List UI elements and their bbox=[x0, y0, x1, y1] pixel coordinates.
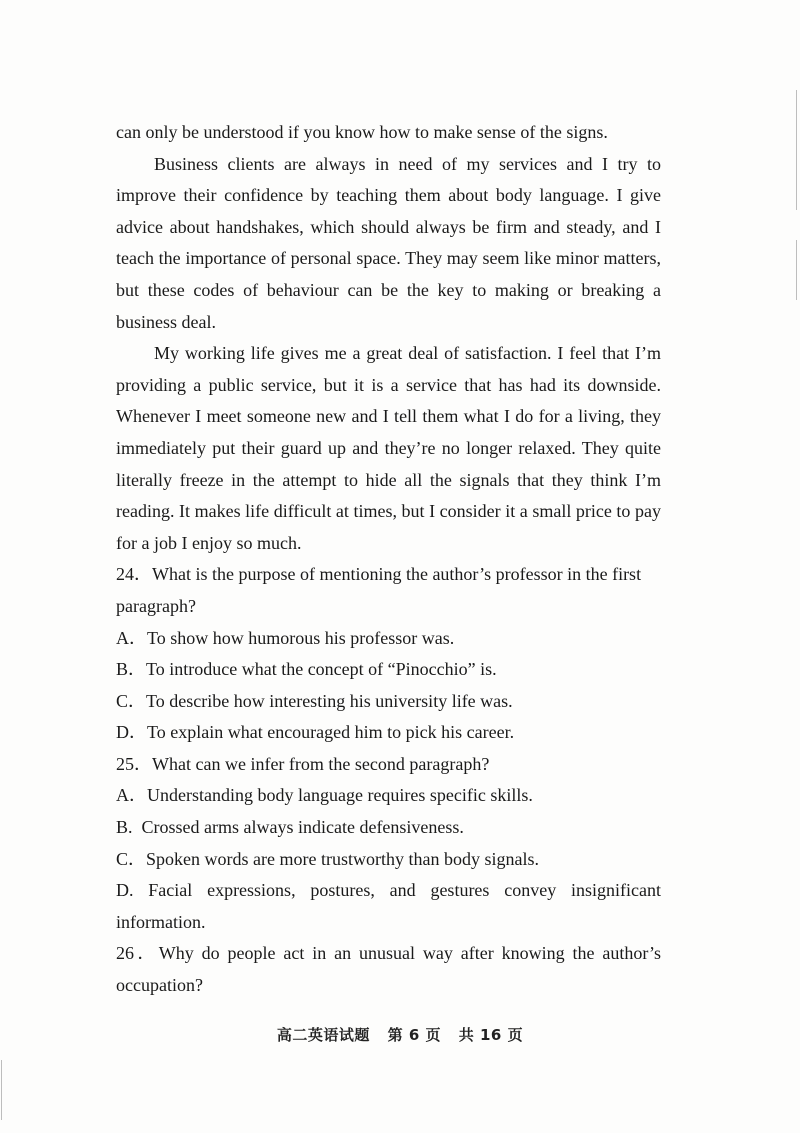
option-d: D．To explain what encouraged him to pick his career. bbox=[116, 722, 515, 743]
option-b: B．To introduce what the concept of “Pinocchio” is. bbox=[116, 659, 497, 680]
option-c: C．Spoken words are more trustworthy than body signals. bbox=[116, 848, 539, 869]
scan-edge-mark bbox=[796, 240, 797, 300]
question-24 bbox=[116, 559, 661, 749]
footer-title: 高二英语试题 bbox=[276, 1026, 370, 1044]
passage-continuation: can only be understood if you know how to make sense of the signs. bbox=[116, 122, 608, 142]
question-stem: 25．What can we infer from the second paragraph? bbox=[116, 753, 490, 774]
option-a: A．Understanding body language requires specific skills. bbox=[116, 785, 533, 806]
question-26 bbox=[116, 938, 661, 1001]
option-b: B. Crossed arms always indicate defensiveness. bbox=[116, 817, 464, 838]
option-a: A．To show how humorous his professor was. bbox=[116, 627, 455, 648]
footer-total-pages: 共 16 页 bbox=[458, 1026, 524, 1044]
question-stem: 24．What is the purpose of mentioning the author’s professor in the first paragraph? bbox=[116, 564, 642, 616]
page-footer bbox=[0, 1024, 800, 1045]
page-content bbox=[116, 117, 661, 1002]
question-25 bbox=[116, 749, 661, 939]
question-stem: 26．Why do people act in an unusual way after knowing the author’s occupation? bbox=[116, 943, 661, 996]
passage-paragraph: My working life gives me a great deal of satisfaction. I feel that I’m providing a public service, but it is a service that has had its downside. Whenever I meet someone new and I tell them what I do for a living, they immediately put their guard up and they’re no longer relaxed. They quite literally freeze in the attempt to hide all the signals that they think I’m reading. It makes life difficult at times, but I consider it a small price to pay for a job I enjoy so much. bbox=[116, 343, 661, 553]
option-d: D. Facial expressions, postures, and gestures convey insignificant information. bbox=[116, 880, 661, 932]
option-c: C．To describe how interesting his university life was. bbox=[116, 690, 513, 711]
passage-paragraph: Business clients are always in need of my services and I try to improve their confidence by teaching them about body language. I give advice about handshakes, which should always be firm and steady, and I teach the importance of personal space. They may seem like minor matters, but these codes of behaviour can be the key to making or breaking a business deal. bbox=[116, 153, 661, 332]
scan-edge-mark bbox=[796, 90, 797, 210]
scan-edge-mark bbox=[1, 1060, 2, 1120]
footer-page-number: 第 6 页 bbox=[387, 1026, 442, 1044]
